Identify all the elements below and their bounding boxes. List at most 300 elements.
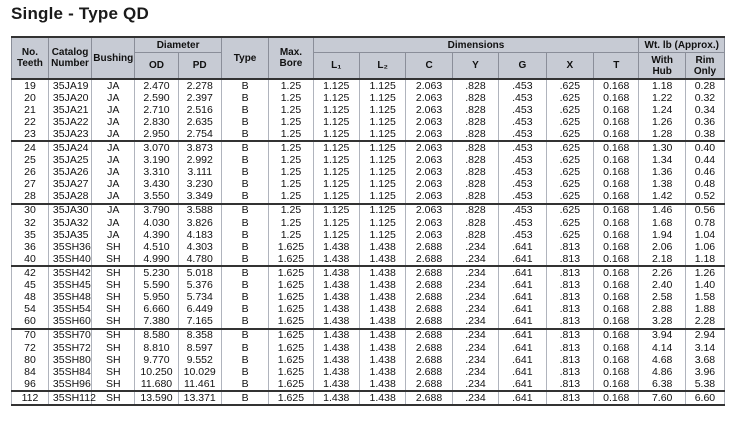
cell-type: B xyxy=(221,354,268,366)
table-row xyxy=(12,128,725,141)
cell-od: 4.390 xyxy=(135,229,178,241)
table-row xyxy=(12,316,725,329)
cell-rim-only: 0.36 xyxy=(685,116,724,128)
cell-x: .813 xyxy=(546,391,593,405)
cell-x: .813 xyxy=(546,304,593,316)
cell-l2: 1.125 xyxy=(359,79,405,92)
cell-od: 4.990 xyxy=(135,253,178,266)
cell-type: B xyxy=(221,92,268,104)
cell-teeth: 32 xyxy=(12,217,49,229)
cell-c: 2.688 xyxy=(406,378,452,391)
cell-bushing: JA xyxy=(92,79,135,92)
cell-t: 0.168 xyxy=(594,266,639,279)
cell-pd: 2.397 xyxy=(178,92,221,104)
cell-t: 0.168 xyxy=(594,167,639,179)
cell-c: 2.063 xyxy=(406,167,452,179)
cell-rim-only: 0.46 xyxy=(685,167,724,179)
cell-teeth: 36 xyxy=(12,241,49,253)
cell-type: B xyxy=(221,217,268,229)
cell-pd: 3.230 xyxy=(178,179,221,191)
cell-y: .828 xyxy=(452,191,498,204)
cell-l1: 1.438 xyxy=(313,253,359,266)
cell-l1: 1.438 xyxy=(313,316,359,329)
cell-l2: 1.125 xyxy=(359,155,405,167)
header-y: Y xyxy=(452,53,498,80)
cell-catalog-number: 35JA23 xyxy=(48,128,91,141)
cell-rim-only: 1.18 xyxy=(685,253,724,266)
cell-pd: 4.780 xyxy=(178,253,221,266)
cell-type: B xyxy=(221,116,268,128)
cell-c: 2.688 xyxy=(406,329,452,342)
cell-g: .641 xyxy=(499,304,546,316)
table-row xyxy=(12,378,725,391)
cell-type: B xyxy=(221,292,268,304)
cell-t: 0.168 xyxy=(594,391,639,405)
cell-max-bore: 1.625 xyxy=(269,378,313,391)
table-row xyxy=(12,280,725,292)
cell-rim-only: 3.96 xyxy=(685,366,724,378)
cell-x: .625 xyxy=(546,116,593,128)
cell-max-bore: 1.625 xyxy=(269,304,313,316)
cell-with-hub: 4.14 xyxy=(639,342,685,354)
cell-l1: 1.125 xyxy=(313,92,359,104)
cell-g: .641 xyxy=(499,329,546,342)
cell-g: .641 xyxy=(499,342,546,354)
cell-c: 2.688 xyxy=(406,316,452,329)
cell-l2: 1.125 xyxy=(359,128,405,141)
cell-teeth: 35 xyxy=(12,229,49,241)
cell-bushing: SH xyxy=(92,241,135,253)
cell-c: 2.688 xyxy=(406,354,452,366)
cell-g: .453 xyxy=(499,217,546,229)
table-row xyxy=(12,292,725,304)
cell-max-bore: 1.625 xyxy=(269,266,313,279)
cell-c: 2.063 xyxy=(406,179,452,191)
cell-od: 9.770 xyxy=(135,354,178,366)
cell-c: 2.688 xyxy=(406,366,452,378)
cell-max-bore: 1.625 xyxy=(269,280,313,292)
cell-with-hub: 2.40 xyxy=(639,280,685,292)
cell-catalog-number: 35SH96 xyxy=(48,378,91,391)
cell-x: .813 xyxy=(546,241,593,253)
header-bushing: Bushing xyxy=(92,37,135,79)
cell-t: 0.168 xyxy=(594,191,639,204)
cell-type: B xyxy=(221,241,268,253)
cell-max-bore: 1.625 xyxy=(269,241,313,253)
cell-bushing: JA xyxy=(92,141,135,154)
cell-c: 2.688 xyxy=(406,342,452,354)
cell-l2: 1.125 xyxy=(359,217,405,229)
cell-catalog-number: 35JA21 xyxy=(48,104,91,116)
cell-l1: 1.438 xyxy=(313,366,359,378)
cell-od: 3.070 xyxy=(135,141,178,154)
cell-x: .625 xyxy=(546,229,593,241)
cell-g: .641 xyxy=(499,292,546,304)
table-row xyxy=(12,179,725,191)
cell-max-bore: 1.25 xyxy=(269,204,313,217)
cell-catalog-number: 35JA30 xyxy=(48,204,91,217)
cell-g: .453 xyxy=(499,92,546,104)
header-l1: L₁ xyxy=(313,53,359,80)
cell-c: 2.688 xyxy=(406,241,452,253)
cell-with-hub: 2.26 xyxy=(639,266,685,279)
cell-bushing: SH xyxy=(92,266,135,279)
cell-g: .453 xyxy=(499,191,546,204)
table-row xyxy=(12,167,725,179)
cell-max-bore: 1.25 xyxy=(269,179,313,191)
cell-t: 0.168 xyxy=(594,366,639,378)
cell-pd: 2.516 xyxy=(178,104,221,116)
cell-t: 0.168 xyxy=(594,128,639,141)
cell-bushing: SH xyxy=(92,292,135,304)
cell-bushing: JA xyxy=(92,155,135,167)
cell-bushing: SH xyxy=(92,304,135,316)
cell-with-hub: 1.22 xyxy=(639,92,685,104)
table-row xyxy=(12,229,725,241)
cell-t: 0.168 xyxy=(594,116,639,128)
cell-y: .234 xyxy=(452,391,498,405)
cell-l2: 1.438 xyxy=(359,366,405,378)
cell-bushing: SH xyxy=(92,354,135,366)
cell-rim-only: 2.28 xyxy=(685,316,724,329)
cell-with-hub: 2.18 xyxy=(639,253,685,266)
page-title: Single - Type QD xyxy=(11,4,149,23)
header-g: G xyxy=(499,53,546,80)
table-row xyxy=(12,79,725,92)
cell-bushing: SH xyxy=(92,378,135,391)
cell-max-bore: 1.25 xyxy=(269,92,313,104)
cell-catalog-number: 35JA28 xyxy=(48,191,91,204)
cell-x: .813 xyxy=(546,280,593,292)
cell-t: 0.168 xyxy=(594,217,639,229)
cell-g: .641 xyxy=(499,316,546,329)
header-group-diameter: Diameter xyxy=(135,37,221,53)
cell-c: 2.063 xyxy=(406,104,452,116)
table-row xyxy=(12,141,725,154)
header-group-dimensions: Dimensions xyxy=(313,37,639,53)
cell-catalog-number: 35JA20 xyxy=(48,92,91,104)
cell-type: B xyxy=(221,229,268,241)
cell-y: .828 xyxy=(452,128,498,141)
cell-bushing: JA xyxy=(92,229,135,241)
cell-od: 4.030 xyxy=(135,217,178,229)
cell-l1: 1.125 xyxy=(313,167,359,179)
cell-rim-only: 3.68 xyxy=(685,354,724,366)
cell-od: 8.810 xyxy=(135,342,178,354)
cell-teeth: 70 xyxy=(12,329,49,342)
cell-catalog-number: 35SH80 xyxy=(48,354,91,366)
cell-l1: 1.125 xyxy=(313,104,359,116)
cell-catalog-number: 35SH72 xyxy=(48,342,91,354)
cell-l1: 1.125 xyxy=(313,79,359,92)
cell-l2: 1.125 xyxy=(359,104,405,116)
cell-with-hub: 3.28 xyxy=(639,316,685,329)
cell-y: .828 xyxy=(452,217,498,229)
cell-type: B xyxy=(221,378,268,391)
cell-c: 2.063 xyxy=(406,116,452,128)
cell-od: 5.950 xyxy=(135,292,178,304)
cell-y: .828 xyxy=(452,229,498,241)
cell-l2: 1.125 xyxy=(359,179,405,191)
cell-y: .234 xyxy=(452,304,498,316)
cell-l2: 1.438 xyxy=(359,342,405,354)
cell-l2: 1.438 xyxy=(359,266,405,279)
cell-max-bore: 1.25 xyxy=(269,167,313,179)
cell-pd: 2.754 xyxy=(178,128,221,141)
cell-l1: 1.125 xyxy=(313,141,359,154)
cell-t: 0.168 xyxy=(594,155,639,167)
cell-od: 5.590 xyxy=(135,280,178,292)
cell-catalog-number: 35SH42 xyxy=(48,266,91,279)
header-no-teeth: No. Teeth xyxy=(12,37,49,79)
cell-bushing: JA xyxy=(92,179,135,191)
cell-bushing: SH xyxy=(92,253,135,266)
cell-c: 2.063 xyxy=(406,92,452,104)
cell-max-bore: 1.625 xyxy=(269,354,313,366)
header-pd: PD xyxy=(178,53,221,80)
cell-max-bore: 1.25 xyxy=(269,141,313,154)
cell-teeth: 21 xyxy=(12,104,49,116)
cell-od: 2.710 xyxy=(135,104,178,116)
cell-l2: 1.438 xyxy=(359,329,405,342)
cell-l1: 1.125 xyxy=(313,204,359,217)
header-od: OD xyxy=(135,53,178,80)
cell-t: 0.168 xyxy=(594,342,639,354)
cell-y: .828 xyxy=(452,167,498,179)
cell-max-bore: 1.625 xyxy=(269,391,313,405)
cell-x: .625 xyxy=(546,167,593,179)
cell-type: B xyxy=(221,366,268,378)
table-row xyxy=(12,354,725,366)
cell-max-bore: 1.25 xyxy=(269,191,313,204)
cell-l1: 1.125 xyxy=(313,191,359,204)
cell-x: .625 xyxy=(546,79,593,92)
cell-g: .453 xyxy=(499,104,546,116)
cell-bushing: JA xyxy=(92,167,135,179)
cell-t: 0.168 xyxy=(594,104,639,116)
cell-pd: 3.111 xyxy=(178,167,221,179)
table-row xyxy=(12,116,725,128)
cell-rim-only: 2.94 xyxy=(685,329,724,342)
cell-x: .813 xyxy=(546,292,593,304)
cell-l2: 1.125 xyxy=(359,191,405,204)
cell-t: 0.168 xyxy=(594,280,639,292)
cell-bushing: JA xyxy=(92,92,135,104)
cell-y: .828 xyxy=(452,179,498,191)
cell-with-hub: 1.18 xyxy=(639,79,685,92)
cell-od: 6.660 xyxy=(135,304,178,316)
cell-with-hub: 1.46 xyxy=(639,204,685,217)
cell-x: .813 xyxy=(546,253,593,266)
cell-pd: 3.826 xyxy=(178,217,221,229)
cell-rim-only: 0.32 xyxy=(685,92,724,104)
cell-teeth: 45 xyxy=(12,280,49,292)
cell-catalog-number: 35JA24 xyxy=(48,141,91,154)
cell-catalog-number: 35SH40 xyxy=(48,253,91,266)
cell-bushing: SH xyxy=(92,366,135,378)
cell-l2: 1.438 xyxy=(359,253,405,266)
cell-rim-only: 0.38 xyxy=(685,128,724,141)
cell-catalog-number: 35SH112 xyxy=(48,391,91,405)
cell-l1: 1.438 xyxy=(313,391,359,405)
cell-bushing: SH xyxy=(92,329,135,342)
cell-type: B xyxy=(221,280,268,292)
cell-type: B xyxy=(221,342,268,354)
table-row xyxy=(12,155,725,167)
cell-rim-only: 0.78 xyxy=(685,217,724,229)
cell-y: .828 xyxy=(452,92,498,104)
cell-max-bore: 1.625 xyxy=(269,253,313,266)
cell-teeth: 60 xyxy=(12,316,49,329)
cell-pd: 4.303 xyxy=(178,241,221,253)
cell-y: .234 xyxy=(452,378,498,391)
header-with-hub: With Hub xyxy=(639,53,685,80)
cell-l1: 1.438 xyxy=(313,292,359,304)
cell-x: .813 xyxy=(546,342,593,354)
table-row xyxy=(12,191,725,204)
cell-type: B xyxy=(221,167,268,179)
cell-type: B xyxy=(221,79,268,92)
cell-x: .625 xyxy=(546,179,593,191)
cell-teeth: 22 xyxy=(12,116,49,128)
cell-teeth: 84 xyxy=(12,366,49,378)
cell-c: 2.063 xyxy=(406,204,452,217)
table-row xyxy=(12,266,725,279)
cell-pd: 2.278 xyxy=(178,79,221,92)
cell-catalog-number: 35JA25 xyxy=(48,155,91,167)
cell-pd: 3.588 xyxy=(178,204,221,217)
cell-bushing: SH xyxy=(92,342,135,354)
cell-l1: 1.438 xyxy=(313,354,359,366)
cell-bushing: JA xyxy=(92,191,135,204)
cell-od: 2.950 xyxy=(135,128,178,141)
cell-rim-only: 0.34 xyxy=(685,104,724,116)
cell-max-bore: 1.25 xyxy=(269,155,313,167)
cell-g: .641 xyxy=(499,241,546,253)
cell-l2: 1.438 xyxy=(359,280,405,292)
cell-max-bore: 1.625 xyxy=(269,329,313,342)
cell-max-bore: 1.625 xyxy=(269,316,313,329)
cell-pd: 7.165 xyxy=(178,316,221,329)
cell-pd: 8.358 xyxy=(178,329,221,342)
header-type: Type xyxy=(221,37,268,79)
cell-bushing: SH xyxy=(92,280,135,292)
cell-max-bore: 1.25 xyxy=(269,229,313,241)
cell-od: 11.680 xyxy=(135,378,178,391)
cell-c: 2.063 xyxy=(406,128,452,141)
cell-max-bore: 1.25 xyxy=(269,104,313,116)
cell-with-hub: 6.38 xyxy=(639,378,685,391)
cell-rim-only: 6.60 xyxy=(685,391,724,405)
cell-type: B xyxy=(221,329,268,342)
cell-catalog-number: 35JA19 xyxy=(48,79,91,92)
cell-teeth: 40 xyxy=(12,253,49,266)
cell-teeth: 72 xyxy=(12,342,49,354)
cell-teeth: 28 xyxy=(12,191,49,204)
cell-with-hub: 4.86 xyxy=(639,366,685,378)
cell-max-bore: 1.25 xyxy=(269,79,313,92)
cell-l1: 1.125 xyxy=(313,179,359,191)
cell-with-hub: 1.30 xyxy=(639,141,685,154)
cell-catalog-number: 35JA35 xyxy=(48,229,91,241)
cell-c: 2.688 xyxy=(406,304,452,316)
cell-y: .234 xyxy=(452,354,498,366)
cell-l1: 1.438 xyxy=(313,378,359,391)
cell-rim-only: 3.14 xyxy=(685,342,724,354)
cell-rim-only: 0.40 xyxy=(685,141,724,154)
header-max-bore: Max. Bore xyxy=(269,37,313,79)
cell-od: 3.190 xyxy=(135,155,178,167)
header-catalog-number: Catalog Number xyxy=(48,37,91,79)
table-row xyxy=(12,104,725,116)
cell-od: 5.230 xyxy=(135,266,178,279)
cell-pd: 8.597 xyxy=(178,342,221,354)
cell-catalog-number: 35SH60 xyxy=(48,316,91,329)
cell-od: 4.510 xyxy=(135,241,178,253)
cell-teeth: 23 xyxy=(12,128,49,141)
cell-rim-only: 1.26 xyxy=(685,266,724,279)
cell-l2: 1.438 xyxy=(359,304,405,316)
cell-pd: 5.734 xyxy=(178,292,221,304)
cell-pd: 2.635 xyxy=(178,116,221,128)
cell-t: 0.168 xyxy=(594,316,639,329)
cell-pd: 6.449 xyxy=(178,304,221,316)
cell-catalog-number: 35SH70 xyxy=(48,329,91,342)
cell-od: 2.470 xyxy=(135,79,178,92)
cell-y: .828 xyxy=(452,141,498,154)
cell-type: B xyxy=(221,253,268,266)
cell-t: 0.168 xyxy=(594,329,639,342)
cell-type: B xyxy=(221,391,268,405)
cell-bushing: JA xyxy=(92,116,135,128)
cell-rim-only: 0.56 xyxy=(685,204,724,217)
header-rim-only: Rim Only xyxy=(685,53,724,80)
cell-type: B xyxy=(221,128,268,141)
cell-y: .828 xyxy=(452,116,498,128)
cell-teeth: 96 xyxy=(12,378,49,391)
cell-catalog-number: 35JA32 xyxy=(48,217,91,229)
cell-l1: 1.438 xyxy=(313,304,359,316)
cell-with-hub: 1.28 xyxy=(639,128,685,141)
cell-y: .234 xyxy=(452,329,498,342)
cell-t: 0.168 xyxy=(594,292,639,304)
cell-g: .453 xyxy=(499,204,546,217)
cell-x: .625 xyxy=(546,141,593,154)
cell-bushing: JA xyxy=(92,217,135,229)
cell-c: 2.688 xyxy=(406,391,452,405)
header-group-weight: Wt. lb (Approx.) xyxy=(639,37,725,53)
cell-catalog-number: 35JA22 xyxy=(48,116,91,128)
header-t: T xyxy=(594,53,639,80)
cell-g: .453 xyxy=(499,167,546,179)
cell-c: 2.688 xyxy=(406,292,452,304)
table-row xyxy=(12,366,725,378)
cell-l2: 1.125 xyxy=(359,204,405,217)
cell-type: B xyxy=(221,304,268,316)
cell-catalog-number: 35SH84 xyxy=(48,366,91,378)
cell-with-hub: 1.42 xyxy=(639,191,685,204)
cell-with-hub: 1.68 xyxy=(639,217,685,229)
cell-y: .234 xyxy=(452,253,498,266)
cell-g: .453 xyxy=(499,79,546,92)
cell-y: .234 xyxy=(452,366,498,378)
cell-x: .625 xyxy=(546,217,593,229)
cell-l1: 1.125 xyxy=(313,128,359,141)
cell-od: 2.590 xyxy=(135,92,178,104)
cell-l2: 1.438 xyxy=(359,241,405,253)
cell-max-bore: 1.25 xyxy=(269,217,313,229)
sprocket-spec-table xyxy=(11,36,725,406)
